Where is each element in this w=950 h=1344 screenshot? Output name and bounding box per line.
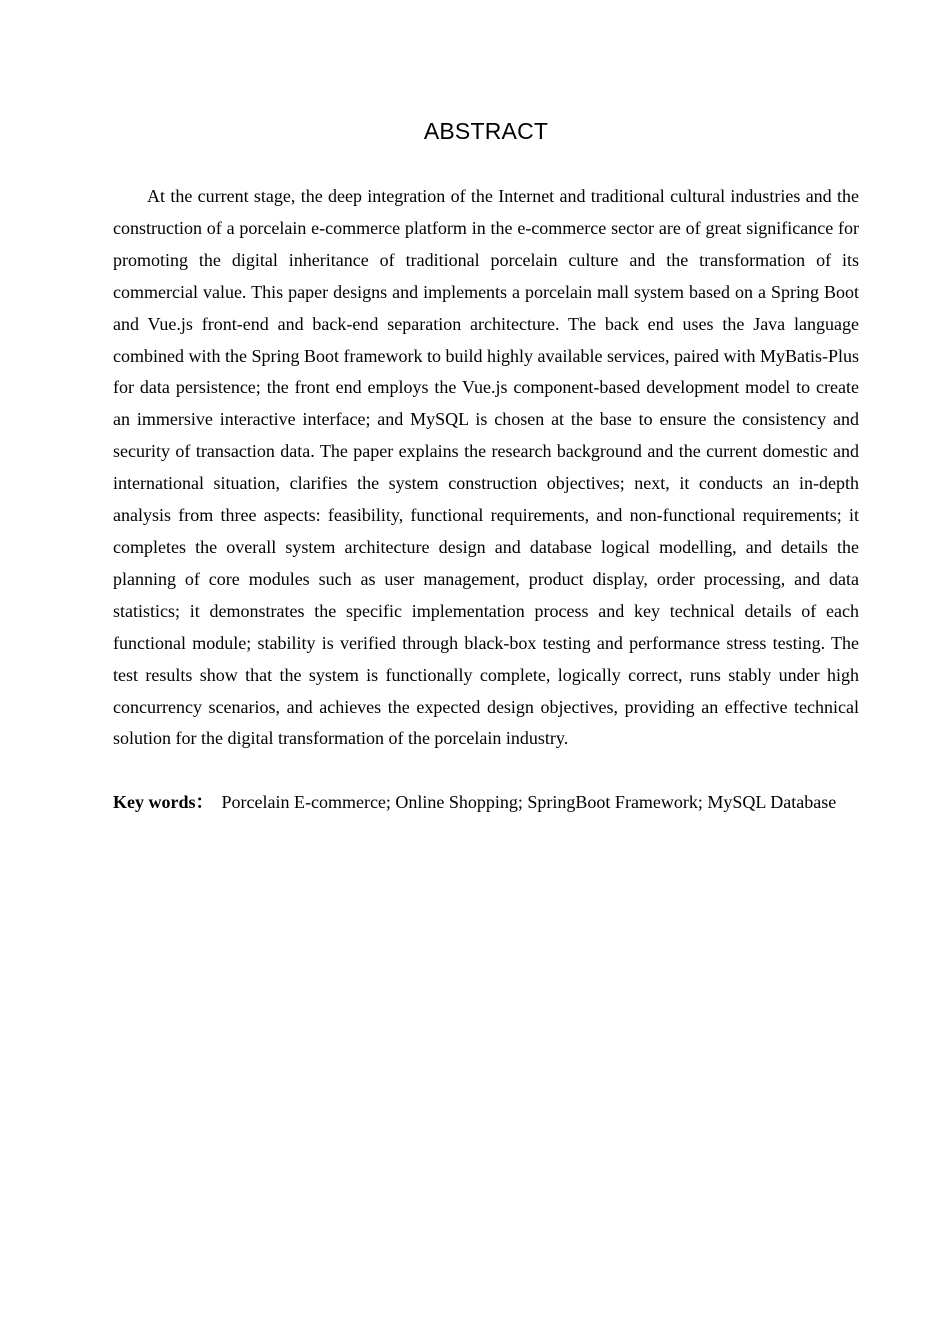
abstract-paragraph: At the current stage, the deep integration of the Internet and traditional cultural industries and the construction of a porcelain e-commerce platform in the e-commerce sector are of great significance for promoting the digital inheritance of traditional porcelain culture and the transformation of its commercial value. This paper designs and implements a porcelain mall system based on a Spring Boot and Vue.js front-end and back-end separation architecture. The back end uses the Java language combined with the Spring Boot framework to build highly available services, paired with MyBatis-Plus for data persistence; the front end employs the Vue.js component-based development model to create an immersive interactive interface; and MySQL is chosen at the base to ensure the consistency and security of transaction data. The paper explains the research background and the current domestic and international situation, clarifies the system construction objectives; next, it conducts an in-depth analysis from three aspects: feasibility, functional requirements, and non-functional requirements; it completes the overall system architecture design and database logical modelling, and details the planning of core modules such as user management, product display, order processing, and data statistics; it demonstrates the specific implementation process and key technical details of each functional module; stability is verified through black-box testing and performance stress testing. The test results show that the system is functionally complete, logically correct, runs stably under high concurrency scenarios, and achieves the expected design objectives, providing an effective technical solution for the digital transformation of the porcelain industry. xyxy=(113,186,859,749)
keywords-line xyxy=(113,787,859,819)
keywords-list: Porcelain E-commerce; Online Shopping; SpringBoot Framework; MySQL Database xyxy=(221,792,837,812)
keywords-label: Key words： xyxy=(113,792,214,812)
abstract-title: ABSTRACT xyxy=(423,118,549,144)
